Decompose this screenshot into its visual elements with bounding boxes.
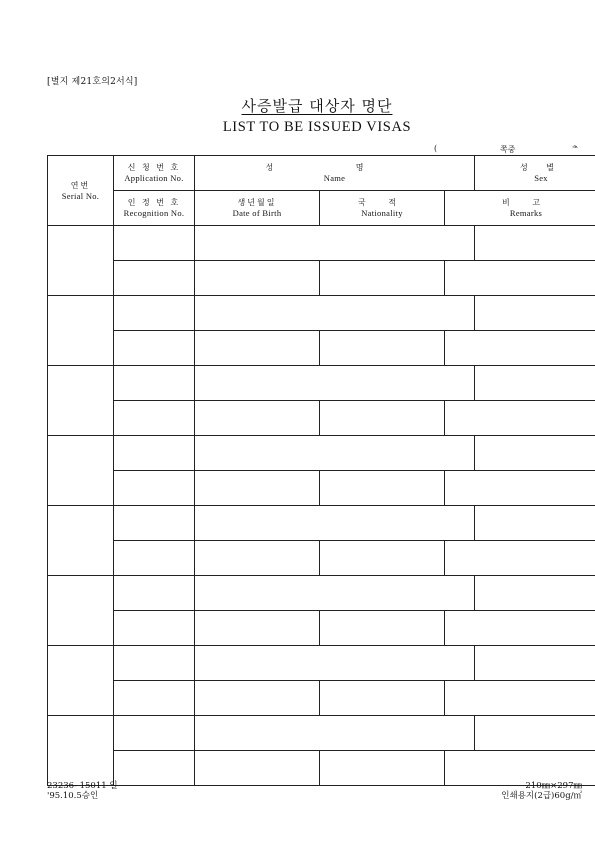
header-sex-ko: 성 별 xyxy=(520,163,563,172)
page-count-unit: ᄎ xyxy=(571,145,579,154)
date-of-birth-cell[interactable] xyxy=(195,611,320,646)
entry-row-bottom xyxy=(48,541,595,576)
header-serial-en: Serial No. xyxy=(61,190,100,201)
recognition-no-cell[interactable] xyxy=(114,331,195,366)
application-no-cell[interactable] xyxy=(114,646,195,681)
entry-row-top xyxy=(48,226,595,261)
header-sex-en: Sex xyxy=(534,173,548,183)
name-cell[interactable] xyxy=(195,716,475,751)
page-count-open-paren: ( xyxy=(434,144,438,153)
footer-left xyxy=(47,781,118,801)
entry-row-bottom xyxy=(48,401,595,436)
name-cell[interactable] xyxy=(195,506,475,541)
header-nationality-en: Nationality xyxy=(361,208,403,218)
footer-paper-size: 210㎜×297㎜ xyxy=(525,781,582,791)
form-reference: [별지 제21호의2서식] xyxy=(47,77,138,87)
header-row-2 xyxy=(48,191,595,226)
footer-paper-type: 인쇄용지(2급)60g/㎡ xyxy=(501,791,582,801)
nationality-cell[interactable] xyxy=(320,681,445,716)
name-cell[interactable] xyxy=(195,296,475,331)
entry-row-bottom xyxy=(48,471,595,506)
application-no-cell[interactable] xyxy=(114,366,195,401)
sex-cell[interactable] xyxy=(475,226,595,261)
sex-cell[interactable] xyxy=(475,436,595,471)
entry-row-bottom xyxy=(48,261,595,296)
name-cell[interactable] xyxy=(195,226,475,261)
header-row-1 xyxy=(48,156,595,191)
entry-row-top xyxy=(48,296,595,331)
date-of-birth-cell[interactable] xyxy=(195,541,320,576)
header-name-ko: 성 명 xyxy=(265,163,404,172)
header-name xyxy=(195,156,475,191)
header-remarks xyxy=(445,191,595,226)
application-no-cell[interactable] xyxy=(114,716,195,751)
serial-cell[interactable] xyxy=(48,226,114,296)
nationality-cell[interactable] xyxy=(320,611,445,646)
entry-row-bottom xyxy=(48,611,595,646)
date-of-birth-cell[interactable] xyxy=(195,331,320,366)
entry-row-top xyxy=(48,716,595,751)
remarks-cell[interactable] xyxy=(445,681,595,716)
recognition-no-cell[interactable] xyxy=(114,261,195,296)
application-no-cell[interactable] xyxy=(114,576,195,611)
header-recognition-no-ko: 인 정 번 호 xyxy=(127,198,181,207)
header-remarks-en: Remarks xyxy=(509,208,543,218)
recognition-no-cell[interactable] xyxy=(114,611,195,646)
nationality-cell[interactable] xyxy=(320,331,445,366)
serial-cell[interactable] xyxy=(48,366,114,436)
entry-row-top xyxy=(48,646,595,681)
application-no-cell[interactable] xyxy=(114,296,195,331)
header-nationality-ko: 국 적 xyxy=(358,198,406,207)
name-cell[interactable] xyxy=(195,366,475,401)
date-of-birth-cell[interactable] xyxy=(195,751,320,786)
header-date-of-birth-ko: 생년월일 xyxy=(237,198,277,207)
nationality-cell[interactable] xyxy=(320,471,445,506)
header-name-en: Name xyxy=(323,173,346,183)
recognition-no-cell[interactable] xyxy=(114,681,195,716)
serial-cell[interactable] xyxy=(48,296,114,366)
remarks-cell[interactable] xyxy=(445,401,595,436)
title-korean: 사증발급 대상자 명단 xyxy=(241,97,393,115)
nationality-cell[interactable] xyxy=(320,541,445,576)
nationality-cell[interactable] xyxy=(320,401,445,436)
nationality-cell[interactable] xyxy=(320,261,445,296)
serial-cell[interactable] xyxy=(48,576,114,646)
remarks-cell[interactable] xyxy=(445,611,595,646)
serial-cell[interactable] xyxy=(48,716,114,786)
title-english: LIST TO BE ISSUED VISAS xyxy=(222,119,412,135)
date-of-birth-cell[interactable] xyxy=(195,401,320,436)
entry-row-top xyxy=(48,576,595,611)
remarks-cell[interactable] xyxy=(445,261,595,296)
recognition-no-cell[interactable] xyxy=(114,541,195,576)
remarks-cell[interactable] xyxy=(445,541,595,576)
name-cell[interactable] xyxy=(195,576,475,611)
entry-row-bottom xyxy=(48,681,595,716)
nationality-cell[interactable] xyxy=(320,751,445,786)
visa-list-table xyxy=(47,155,595,786)
sex-cell[interactable] xyxy=(475,366,595,401)
entry-row-top xyxy=(48,506,595,541)
sex-cell[interactable] xyxy=(475,506,595,541)
name-cell[interactable] xyxy=(195,436,475,471)
header-date-of-birth xyxy=(195,191,320,226)
header-sex xyxy=(475,156,595,191)
header-remarks-ko: 비 고 xyxy=(502,198,550,207)
date-of-birth-cell[interactable] xyxy=(195,471,320,506)
recognition-no-cell[interactable] xyxy=(114,471,195,506)
remarks-cell[interactable] xyxy=(445,331,595,366)
header-serial-ko: 연번 xyxy=(70,180,91,190)
sex-cell[interactable] xyxy=(475,296,595,331)
header-application-no-ko: 신 청 번 호 xyxy=(127,163,181,172)
serial-cell[interactable] xyxy=(48,646,114,716)
footer-right xyxy=(470,781,582,801)
header-application-no xyxy=(114,156,195,191)
header-date-of-birth-en: Date of Birth xyxy=(232,208,282,218)
header-nationality xyxy=(320,191,445,226)
header-recognition-no-en: Recognition No. xyxy=(123,208,185,218)
serial-cell[interactable] xyxy=(48,506,114,576)
application-no-cell[interactable] xyxy=(114,226,195,261)
footer-approval-date: '95.10.5승인 xyxy=(47,791,99,801)
header-serial xyxy=(48,156,114,226)
serial-cell[interactable] xyxy=(48,436,114,506)
name-cell[interactable] xyxy=(195,646,475,681)
date-of-birth-cell[interactable] xyxy=(195,681,320,716)
sex-cell[interactable] xyxy=(475,576,595,611)
recognition-no-cell[interactable] xyxy=(114,751,195,786)
entry-row-top xyxy=(48,366,595,401)
sex-cell[interactable] xyxy=(475,716,595,751)
header-recognition-no xyxy=(114,191,195,226)
page-count-label: 쪽중 xyxy=(500,145,516,154)
date-of-birth-cell[interactable] xyxy=(195,261,320,296)
sex-cell[interactable] xyxy=(475,646,595,681)
entry-row-bottom xyxy=(48,331,595,366)
recognition-no-cell[interactable] xyxy=(114,401,195,436)
entry-row-top xyxy=(48,436,595,471)
header-application-no-en: Application No. xyxy=(124,173,184,183)
application-no-cell[interactable] xyxy=(114,506,195,541)
footer-form-number: 23236- 15011 일 xyxy=(47,781,118,791)
application-no-cell[interactable] xyxy=(114,436,195,471)
remarks-cell[interactable] xyxy=(445,471,595,506)
